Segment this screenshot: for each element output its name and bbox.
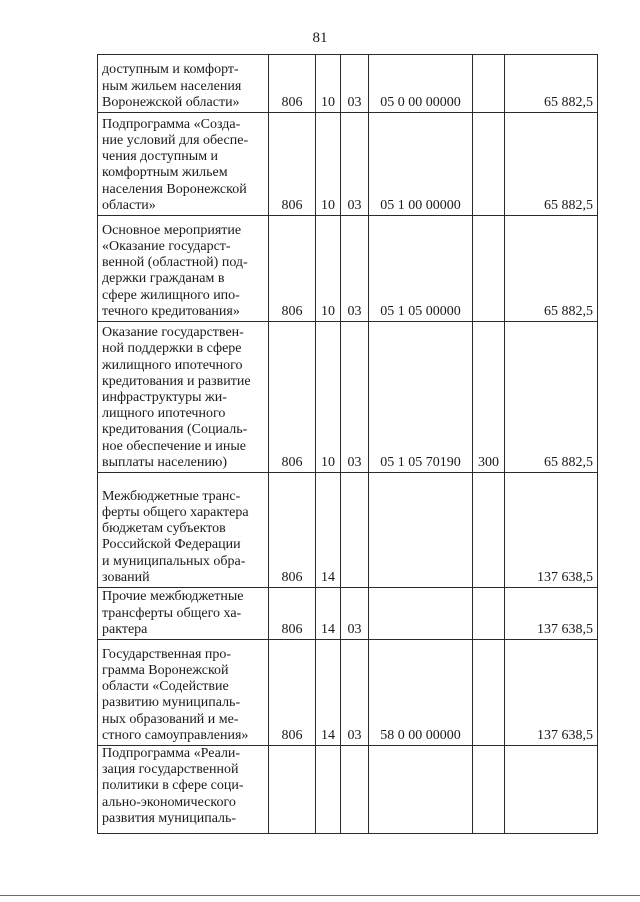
subsection-code-cell: 03 <box>341 55 369 113</box>
item-name-line: ально-экономического <box>102 794 236 810</box>
item-name-cell <box>98 640 269 746</box>
section-code-cell: 14 <box>316 588 341 640</box>
section-code-cell: 10 <box>316 322 341 473</box>
ministry-code-cell: 806 <box>269 640 316 746</box>
target-article-cell: 05 1 05 00000 <box>369 216 473 322</box>
amount-cell: 137 638,5 <box>505 588 598 640</box>
ministry-code-cell <box>269 746 316 834</box>
item-name-line: ние условий для обеспе- <box>102 132 249 148</box>
section-code-cell: 10 <box>316 113 341 216</box>
item-name-line: течного кредитования» <box>102 303 240 319</box>
table-row <box>98 588 598 640</box>
item-name-line: политики в сфере соци- <box>102 778 244 794</box>
ministry-code-cell: 806 <box>269 113 316 216</box>
amount-cell: 137 638,5 <box>505 473 598 588</box>
page-number: 81 <box>312 30 328 46</box>
item-name-line: развитию муниципаль- <box>102 695 241 711</box>
item-name-line: стного самоуправления» <box>102 727 249 743</box>
item-name-line: кредитования и развитие <box>102 373 251 389</box>
item-name-line: «Оказание государст- <box>102 238 231 254</box>
subsection-code-cell: 03 <box>341 588 369 640</box>
ministry-code-cell: 806 <box>269 473 316 588</box>
item-name-line: Российской Федерации <box>102 537 241 553</box>
item-name-line: держки гражданам в <box>102 271 225 287</box>
table-row <box>98 473 598 588</box>
amount-cell: 65 882,5 <box>505 113 598 216</box>
amount-cell: 65 882,5 <box>505 322 598 473</box>
expense-type-cell <box>473 473 505 588</box>
expense-type-cell: 300 <box>473 322 505 473</box>
item-name-cell <box>98 473 269 588</box>
expense-type-cell <box>473 216 505 322</box>
page-bottom-rule <box>0 895 640 896</box>
item-name-line: ных образований и ме- <box>102 711 239 727</box>
item-name-line: трансферты общего ха- <box>102 605 242 621</box>
ministry-code-cell: 806 <box>269 216 316 322</box>
item-name-line: Прочие межбюджетные <box>102 589 244 605</box>
target-article-cell: 05 1 00 00000 <box>369 113 473 216</box>
item-name-line: развития муниципаль- <box>102 810 237 826</box>
section-code-cell <box>316 746 341 834</box>
expense-type-cell <box>473 746 505 834</box>
table-row <box>98 322 598 473</box>
target-article-cell: 58 0 00 00000 <box>369 640 473 746</box>
item-name-line: зация государственной <box>102 762 239 778</box>
expense-type-cell <box>473 588 505 640</box>
target-article-cell <box>369 473 473 588</box>
section-code-cell: 14 <box>316 640 341 746</box>
item-name-line: кредитования (Социаль- <box>102 422 248 438</box>
item-name-line: ной поддержки в сфере <box>102 341 242 357</box>
amount-cell: 65 882,5 <box>505 55 598 113</box>
ministry-code-cell: 806 <box>269 322 316 473</box>
item-name-cell <box>98 216 269 322</box>
item-name-line: выплаты населению) <box>102 454 227 470</box>
item-name-line: грамма Воронежской <box>102 662 229 678</box>
table-row <box>98 113 598 216</box>
item-name-line: Межбюджетные транс- <box>102 488 241 504</box>
item-name-line: ное обеспечение и иные <box>102 438 246 454</box>
table-row <box>98 746 598 834</box>
section-code-cell: 14 <box>316 473 341 588</box>
ministry-code-cell: 806 <box>269 588 316 640</box>
section-code-cell: 10 <box>316 216 341 322</box>
item-name-line: Основное мероприятие <box>102 222 242 238</box>
item-name-line: комфортным жильем <box>102 165 228 181</box>
table-row <box>98 55 598 113</box>
item-name-line: жилищного ипотечного <box>102 357 243 373</box>
expense-type-cell <box>473 55 505 113</box>
subsection-code-cell: 03 <box>341 640 369 746</box>
item-name-line: Воронежской области» <box>102 94 240 110</box>
item-name-line: области» <box>102 197 156 213</box>
target-article-cell <box>369 746 473 834</box>
item-name-cell <box>98 55 269 113</box>
expense-type-cell <box>473 640 505 746</box>
item-name-line: рактера <box>102 621 148 637</box>
amount-cell: 137 638,5 <box>505 640 598 746</box>
item-name-line: Подпрограмма «Созда- <box>102 116 241 132</box>
subsection-code-cell <box>341 746 369 834</box>
item-name-line: лищного ипотечного <box>102 406 226 422</box>
subsection-code-cell: 03 <box>341 113 369 216</box>
target-article-cell: 05 1 05 70190 <box>369 322 473 473</box>
item-name-line: венной (областной) под- <box>102 255 248 271</box>
item-name-line: инфраструктуры жи- <box>102 389 227 405</box>
item-name-line: области «Содействие <box>102 679 229 695</box>
item-name-line: доступным и комфорт- <box>102 62 239 78</box>
item-name-cell <box>98 113 269 216</box>
item-name-line: зований <box>102 569 150 585</box>
item-name-cell <box>98 746 269 834</box>
item-name-line: чения доступным и <box>102 149 219 165</box>
subsection-code-cell: 03 <box>341 322 369 473</box>
item-name-line: ферты общего характера <box>102 504 249 520</box>
item-name-cell <box>98 322 269 473</box>
item-name-line: Подпрограмма «Реали- <box>102 746 241 761</box>
section-code-cell: 10 <box>316 55 341 113</box>
item-name-line: населения Воронежской <box>102 181 247 197</box>
amount-cell <box>505 746 598 834</box>
item-name-line: Государственная про- <box>102 646 232 662</box>
expense-type-cell <box>473 113 505 216</box>
subsection-code-cell <box>341 473 369 588</box>
subsection-code-cell: 03 <box>341 216 369 322</box>
amount-cell: 65 882,5 <box>505 216 598 322</box>
target-article-cell <box>369 588 473 640</box>
item-name-line: бюджетам субъектов <box>102 521 226 537</box>
item-name-line: ным жильем населения <box>102 78 242 94</box>
table-row <box>98 216 598 322</box>
target-article-cell: 05 0 00 00000 <box>369 55 473 113</box>
item-name-line: Оказание государствен- <box>102 325 244 341</box>
budget-table <box>97 54 598 834</box>
table-row <box>98 640 598 746</box>
ministry-code-cell: 806 <box>269 55 316 113</box>
item-name-line: сфере жилищного ипо- <box>102 287 240 303</box>
item-name-cell <box>98 588 269 640</box>
item-name-line: и муниципальных обра- <box>102 553 246 569</box>
